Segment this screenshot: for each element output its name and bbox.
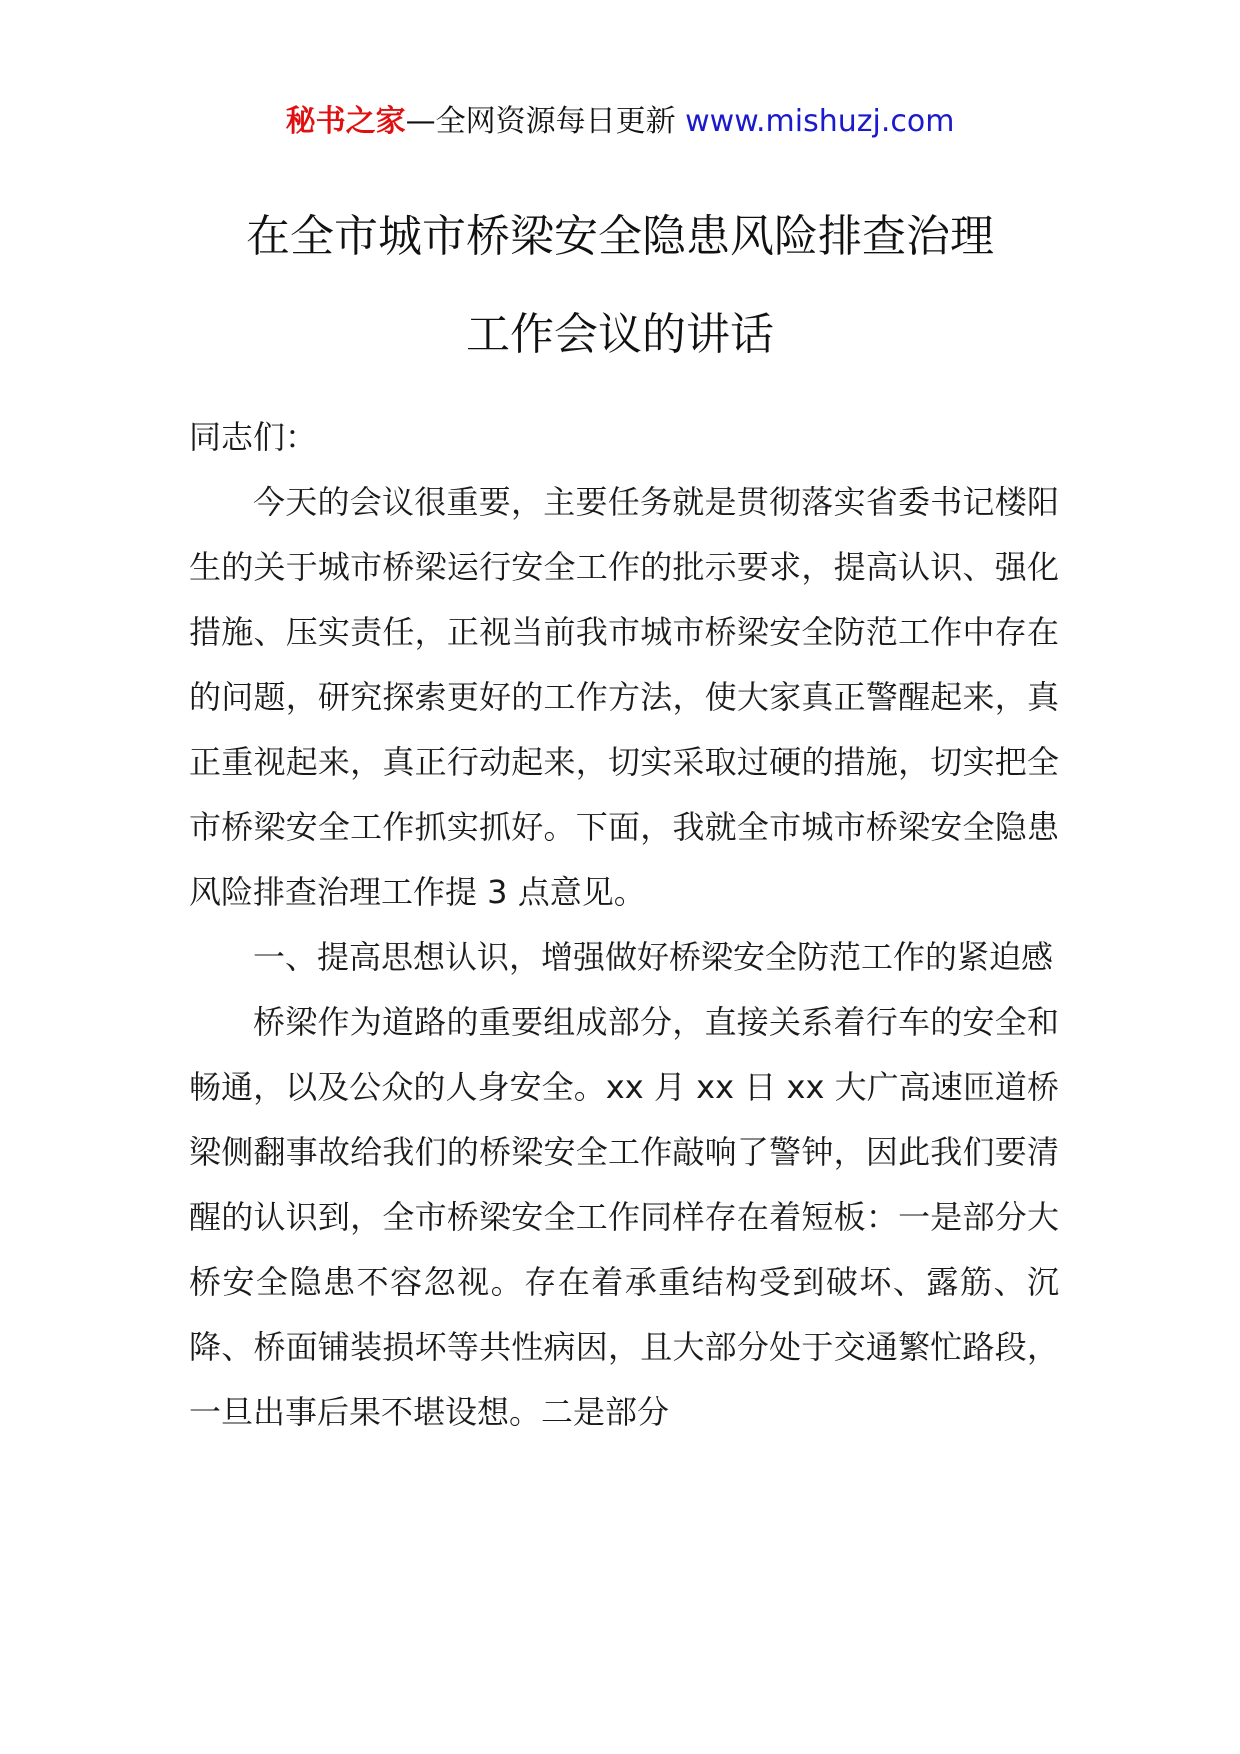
section-heading-1: 一、提高思想认识，增强做好桥梁安全防范工作的紧迫感 [253,938,1054,976]
website-url: www.mishuzj.com [685,104,955,139]
page-header [0,100,1240,144]
paragraph-2: 桥梁作为道路的重要组成部分，直接关系着行车的安全和畅通，以及公众的人身安全。xx 月 xx 日 xx 大广高速匝道桥梁侧翻事故给我们的桥梁安全工作敲响了警钟，因此我们要清醒的认识到，全市桥梁安全工作同样存在着短板：一是部分大桥安全隐患不容忽视。存在着承重结构受到破坏、露筋、沉降、桥面铺装损坏等共性病因，且大部分处于交通繁忙路段，一旦出事后果不堪设想。二是部分 [189,1003,1059,1431]
document-body [189,405,1059,1445]
title-line-2: 工作会议的讲话 [466,309,774,360]
paragraph-1: 今天的会议很重要，主要任务就是贯彻落实省委书记楼阳生的关于城市桥梁运行安全工作的批示要求，提高认识、强化措施、压实责任，正视当前我市城市桥梁安全防范工作中存在的问题，研究探索更好的工作方法，使大家真正警醒起来，真正重视起来，真正行动起来，切实采取过硬的措施，切实把全市桥梁安全工作抓实抓好。下面，我就全市城市桥梁安全隐患风险排查治理工作提 3 点意见。 [189,483,1059,911]
title-line-1: 在全市城市桥梁安全隐患风险排查治理 [246,211,994,262]
document-title [0,188,1240,384]
brand-name: 秘书之家 [285,104,406,139]
header-tagline: —全网资源每日更新 [405,104,686,139]
salutation: 同志们： [189,418,318,456]
